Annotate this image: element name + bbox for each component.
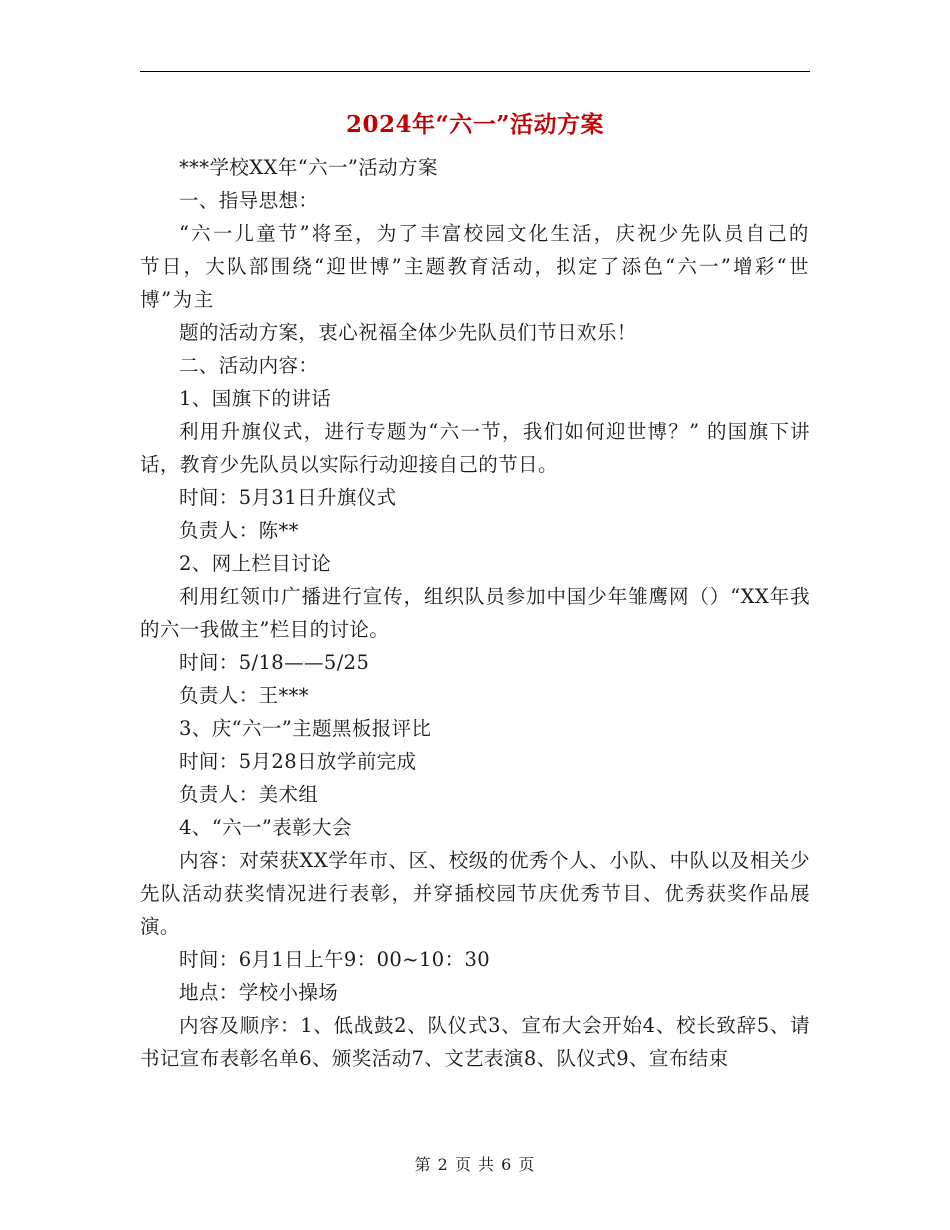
online-discussion-owner: 负责人：王*** bbox=[179, 684, 309, 707]
flag-speech-time: 时间：5月31日升旗仪式 bbox=[179, 486, 397, 509]
header-rule bbox=[140, 71, 810, 72]
item-blackboard-contest: 3、庆“六一”主题黑板报评比 bbox=[179, 717, 432, 740]
item-award-ceremony: 4、“六一”表彰大会 bbox=[179, 816, 352, 839]
paragraph-intro: “六一儿童节”将至，为了丰富校园文化生活，庆祝少先队员自己的节日，大队部围绕“迎世博”主题教育活动，拟定了添色“六一”增彩“世博”为主 bbox=[140, 222, 810, 311]
paragraph-award-ceremony: 内容：对荣获XX学年市、区、校级的优秀个人、小队、中队以及相关少先队活动获奖情况进行表彰，并穿插校园节庆优秀节目、优秀获奖作品展演。 bbox=[140, 849, 810, 938]
award-ceremony-time: 时间：6月1日上午9：00~10：30 bbox=[179, 948, 491, 971]
blackboard-contest-owner: 负责人：美术组 bbox=[179, 783, 319, 806]
page-number: 第 2 页 共 6 页 bbox=[414, 1155, 536, 1174]
paragraph-online-discussion: 利用红领巾广播进行宣传，组织队员参加中国少年雏鹰网（）“XX年我的六一我做主”栏目的讨论。 bbox=[140, 585, 810, 641]
online-discussion-time: 时间：5/18——5/25 bbox=[179, 651, 370, 674]
item-online-discussion: 2、网上栏目讨论 bbox=[179, 552, 332, 575]
award-ceremony-location: 地点：学校小操场 bbox=[179, 981, 339, 1004]
paragraph-flag-speech: 利用升旗仪式，进行专题为“六一节，我们如何迎世博？” 的国旗下讲话，教育少先队员以实际行动迎接自己的节日。 bbox=[140, 420, 810, 476]
document-title: 2024年“六一”活动方案 bbox=[346, 111, 604, 138]
heading-activity-content: 二、活动内容： bbox=[179, 354, 319, 377]
paragraph-intro-continued: 题的活动方案，衷心祝福全体少先队员们节日欢乐！ bbox=[179, 321, 637, 344]
item-flag-speech: 1、国旗下的讲话 bbox=[179, 387, 332, 410]
heading-guiding-thought: 一、指导思想： bbox=[179, 189, 319, 212]
document-body bbox=[140, 151, 810, 1075]
paragraph-school-plan: ***学校XX年“六一”活动方案 bbox=[179, 156, 438, 179]
blackboard-contest-time: 时间：5月28日放学前完成 bbox=[179, 750, 417, 773]
award-ceremony-order: 内容及顺序：1、低战鼓2、队仪式3、宣布大会开始4、校长致辞5、请书记宣布表彰名单6、颁奖活动7、文艺表演8、队仪式9、宣布结束 bbox=[140, 1014, 810, 1070]
flag-speech-owner: 负责人：陈** bbox=[179, 519, 299, 542]
